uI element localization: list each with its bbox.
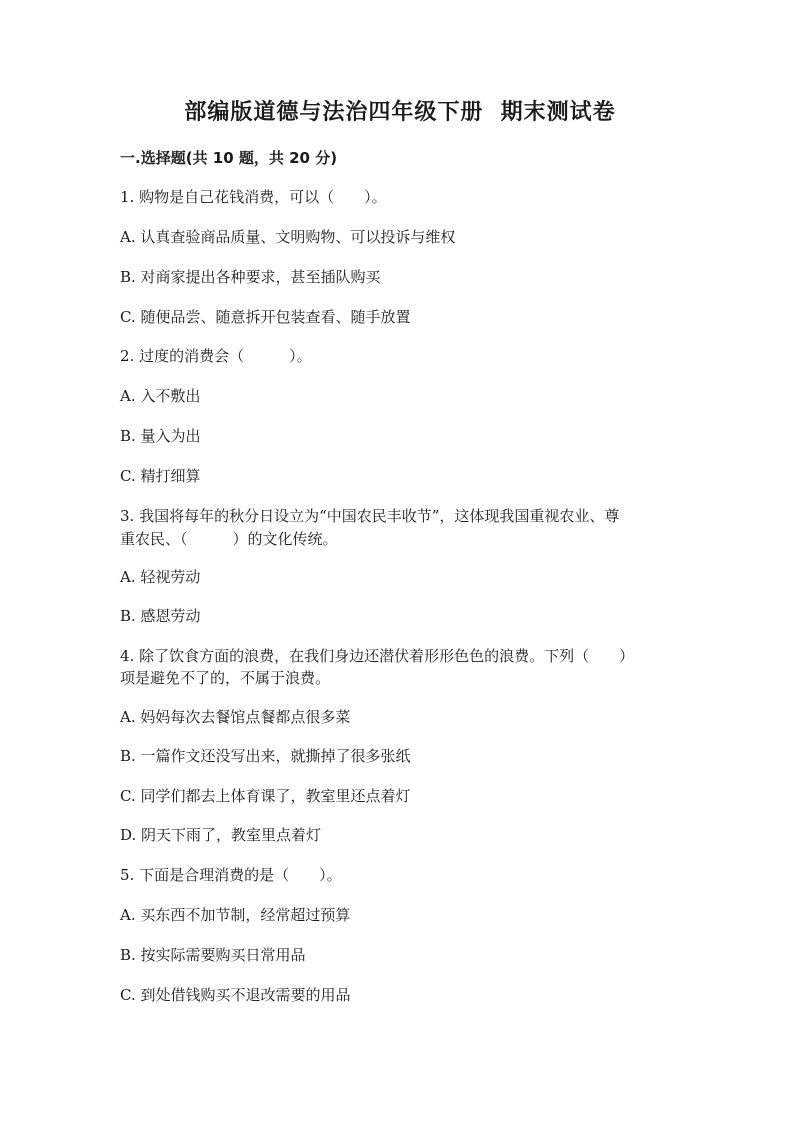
page-title: 部编版道德与法治四年级下册 期末测试卷 xyxy=(184,100,616,125)
question-4-option-c: C. 同学们都去上体育课了，教室里还点着灯 xyxy=(120,787,411,805)
question-2-option-c: C. 精打细算 xyxy=(120,467,201,485)
question-2-option-b: B. 量入为出 xyxy=(120,427,201,445)
question-4-stem-line-1: 4. 除了饮食方面的浪费，在我们身边还潜伏着形形色色的浪费。下列（ ） xyxy=(120,647,635,665)
section-heading: 一.选择题(共 10 题，共 20 分) xyxy=(120,149,338,167)
question-3-option-a: A. 轻视劳动 xyxy=(120,568,201,586)
question-5-option-c: C. 到处借钱购买不退改需要的用品 xyxy=(120,986,351,1004)
question-1-stem: 1. 购物是自己花钱消费，可以（ ）。 xyxy=(120,188,387,206)
question-5-stem: 5. 下面是合理消费的是（ ）。 xyxy=(120,866,342,884)
question-4-option-b: B. 一篇作文还没写出来，就撕掉了很多张纸 xyxy=(120,747,411,765)
question-2-option-a: A. 入不敷出 xyxy=(120,387,201,405)
question-3-stem-line-2: 重农民、（ ）的文化传统。 xyxy=(120,530,338,548)
question-1-option-c: C. 随便品尝、随意拆开包装查看、随手放置 xyxy=(120,308,411,326)
question-1-option-b: B. 对商家提出各种要求，甚至插队购买 xyxy=(120,268,381,286)
question-5-option-b: B. 按实际需要购买日常用品 xyxy=(120,946,306,964)
question-5-option-a: A. 买东西不加节制，经常超过预算 xyxy=(120,906,351,924)
question-3-option-b: B. 感恩劳动 xyxy=(120,607,201,625)
question-2-stem: 2. 过度的消费会（ ）。 xyxy=(120,347,312,365)
question-4-option-d: D. 阴天下雨了，教室里点着灯 xyxy=(120,826,322,844)
question-4-option-a: A. 妈妈每次去餐馆点餐都点很多菜 xyxy=(120,708,351,726)
question-3-stem-line-1: 3. 我国将每年的秋分日设立为“中国农民丰收节”，这体现我国重视农业、尊 xyxy=(120,507,620,525)
question-4-stem-line-2: 项是避免不了的，不属于浪费。 xyxy=(120,669,331,687)
question-1-option-a: A. 认真查验商品质量、文明购物、可以投诉与维权 xyxy=(120,228,456,246)
